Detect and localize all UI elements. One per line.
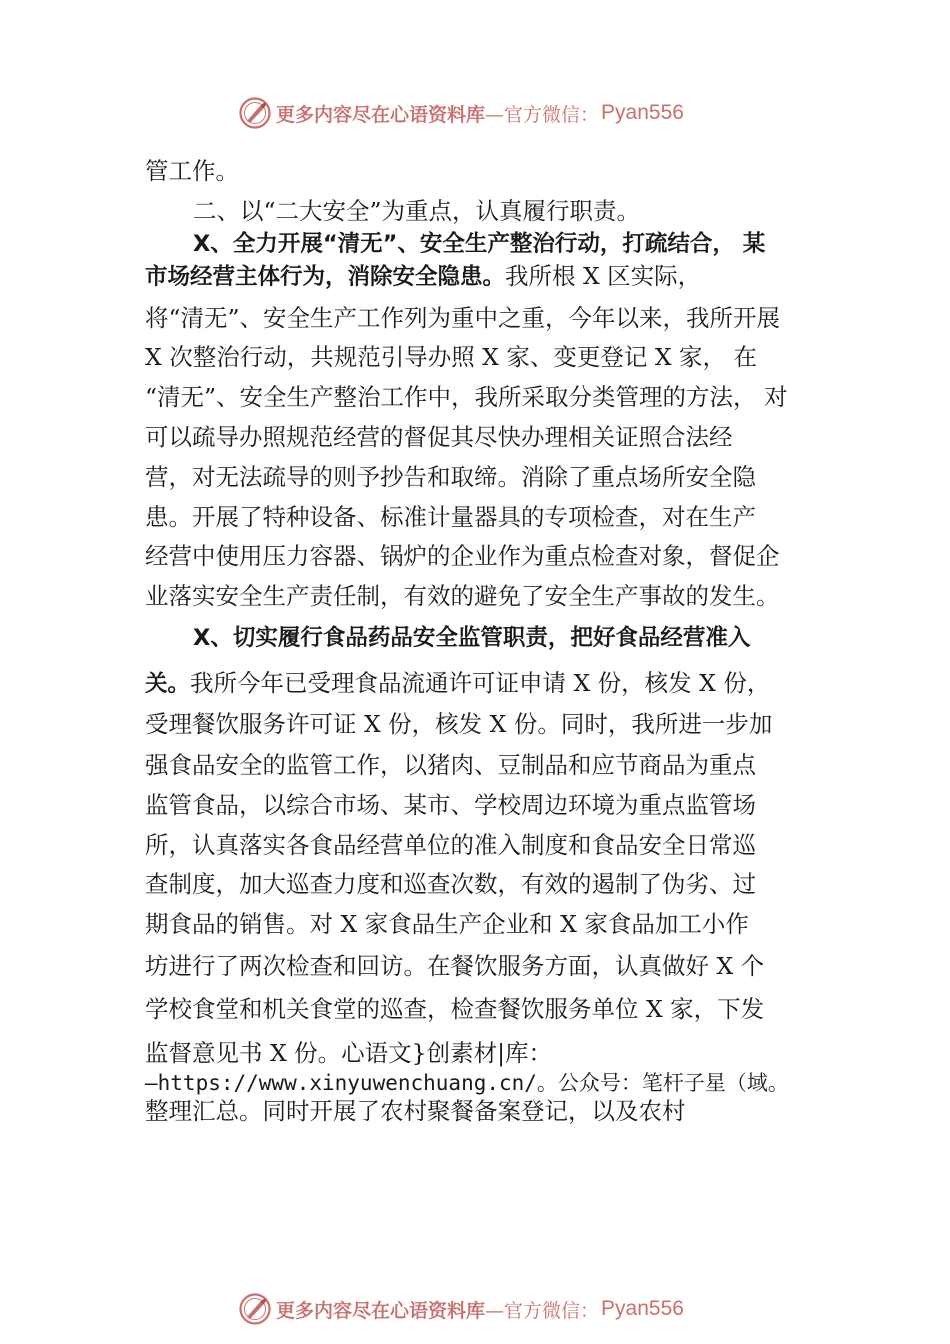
header-wechat-id: Pyan556 — [601, 101, 684, 124]
text-line: 查制度，加大巡查力度和巡查次数，有效的遏制了伪劣、过 — [145, 870, 756, 898]
footer-watermark — [238, 1292, 684, 1326]
text-fragment: 我所根 X 区实际， — [505, 262, 702, 290]
text-line: 业落实安全生产责任制，有效的避免了安全生产事故的发生。 — [145, 582, 780, 610]
text-line: 所，认真落实各食品经营单位的准入制度和食品安全日常巡 — [145, 831, 756, 859]
footer-wechat-label: —官方微信： — [485, 1299, 600, 1322]
text-line: 监督意见书 X 份。心语文}创素材|库： — [145, 1039, 553, 1067]
header-watermark — [238, 96, 684, 130]
header-site-name: 更多内容尽在心语资料库 — [276, 103, 486, 126]
pen-logo-icon — [238, 96, 272, 130]
text-line: 将“清无”、安全生产工作列为重中之重，今年以来，我所开展 — [145, 304, 781, 332]
text-line: 期食品的销售。对 X 家食品生产企业和 X 家食品加工小作 — [145, 910, 749, 938]
text-line: 学校食堂和机关食堂的巡查，检查餐饮服务单位 X 家，下发 — [145, 995, 765, 1023]
text-line: X 次整治行动，共规范引导办照 X 家、变更登记 X 家， 在 — [145, 343, 758, 371]
subsection-heading-end: 关。 — [145, 671, 191, 697]
pen-logo-icon — [238, 1292, 272, 1326]
text-line: 受理餐饮服务许可证 X 份，核发 X 份。同时，我所进一步加 — [145, 710, 773, 738]
subsection-heading: X、全力开展“清无”、安全生产整治行动，打疏结合， 某 — [193, 231, 766, 257]
footer-wechat-id: Pyan556 — [601, 1297, 684, 1320]
text-line: 营，对无法疏导的则予抄告和取缔。消除了重点场所安全隐 — [145, 463, 756, 491]
section-heading: 二、以“二大安全”为重点，认真履行职责。 — [193, 197, 641, 225]
text-fragment: 我所今年已受理食品流通许可证申请 X 份，核发 X 份， — [190, 669, 771, 697]
text-line: “清无”、安全生产整治工作中，我所采取分类管理的方法， 对 — [145, 383, 788, 411]
text-line-url: —https://www.xinyuwenchuang.cn/。公众号：笔杆子星（域。 — [145, 1071, 789, 1095]
text-line: 患。开展了特种设备、标准计量器具的专项检查，对在生产 — [145, 503, 756, 531]
text-line — [145, 261, 701, 292]
text-line: 管工作。 — [145, 157, 239, 185]
text-line: 整理汇总。同时开展了农村聚餐备案登记，以及农村 — [145, 1097, 686, 1125]
text-line: 坊进行了两次检查和回访。在餐饮服务方面，认真做好 X 个 — [145, 952, 765, 980]
text-line: 监管食品，以综合市场、某市、学校周边环境为重点监管场 — [145, 791, 756, 819]
footer-site-name: 更多内容尽在心语资料库 — [276, 1299, 486, 1322]
header-wechat-label: —官方微信： — [485, 103, 600, 126]
text-line: 强食品安全的监管工作，以猪肉、豆制品和应节商品为重点 — [145, 751, 756, 779]
text-line: 可以疏导办照规范经营的督促其尽快办理相关证照合法经 — [145, 423, 733, 451]
subsection-heading: X、切实履行食品药品安全监管职责，把好食品经营准入 — [193, 625, 751, 651]
text-line: 经营中使用压力容器、锅炉的企业作为重点检查对象，督促企 — [145, 542, 780, 570]
subsection-heading-end: 市场经营主体行为，消除安全隐患。 — [145, 264, 506, 290]
text-line — [145, 668, 770, 699]
